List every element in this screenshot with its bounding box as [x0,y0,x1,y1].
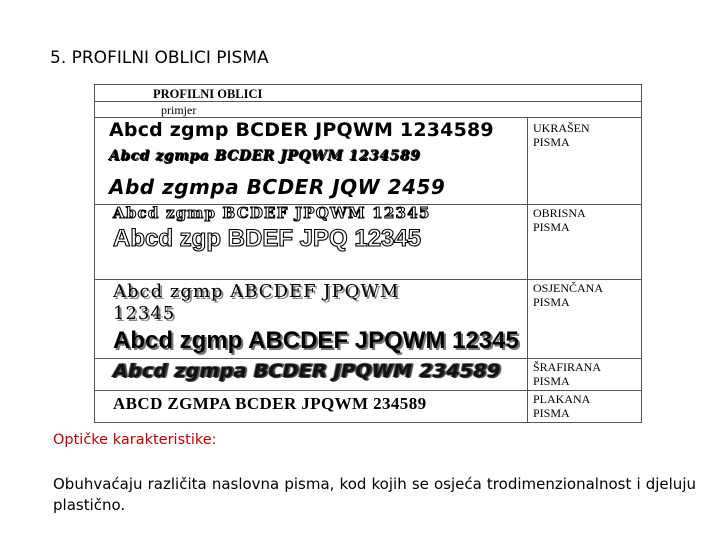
figure-column-divider [527,117,528,422]
figure-divider [95,358,641,359]
figure-divider [95,279,641,280]
figure-subheader: primjer [161,103,197,117]
section-title: Optičke karakteristike: [53,432,217,448]
sample-decorative-1: Abcd zgmp BCDER JPQWM 1234589 [109,119,494,141]
sample-decorative-3: Abd zgmpa BCDER JQW 2459 [109,175,446,199]
figure-header: PROFILNI OBLICI [153,87,263,101]
body-paragraph: Obuhvaćaju različita naslovna pisma, kod kojih se osjeća trodimenzionalnost i djeluju plastično. [53,475,696,514]
sample-hatched: Abcd zgmpa BCDER JPQWM 234589 [113,360,501,382]
label-plain: PLAKANA PISMA [533,392,591,420]
slide-title: 5. PROFILNI OBLICI PISMA [50,48,269,68]
sample-decorative-2: Abcd zgmpa BCDER JPQWM 1234589 [109,148,421,164]
font-profile-figure [94,84,642,423]
figure-divider [95,390,641,391]
figure-divider [95,117,641,118]
label-outline: OBRISNA PISMA [533,206,586,234]
sample-plain: ABCD ZGMPA BCDER JPQWM 234589 [113,394,427,413]
label-decorative: UKRAŠEN PISMA [533,121,590,149]
sample-shadow-2: 12345 [113,303,176,324]
label-shadow: OSJENČANA PISMA [533,281,604,309]
sample-outline-2: Abcd zgp BDEF JPQ 12345 [113,225,422,252]
sample-outline-1: Abcd zgmp BCDEF JPQWM 12345 [113,204,431,222]
label-hatched: ŠRAFIRANA PISMA [533,360,602,388]
figure-divider [95,101,641,102]
sample-shadow-3: Abcd zgmp ABCDEF JPQWM 12345 [113,327,519,354]
sample-shadow-1: Abcd zgmp ABCDEF JPQWM [113,281,400,302]
